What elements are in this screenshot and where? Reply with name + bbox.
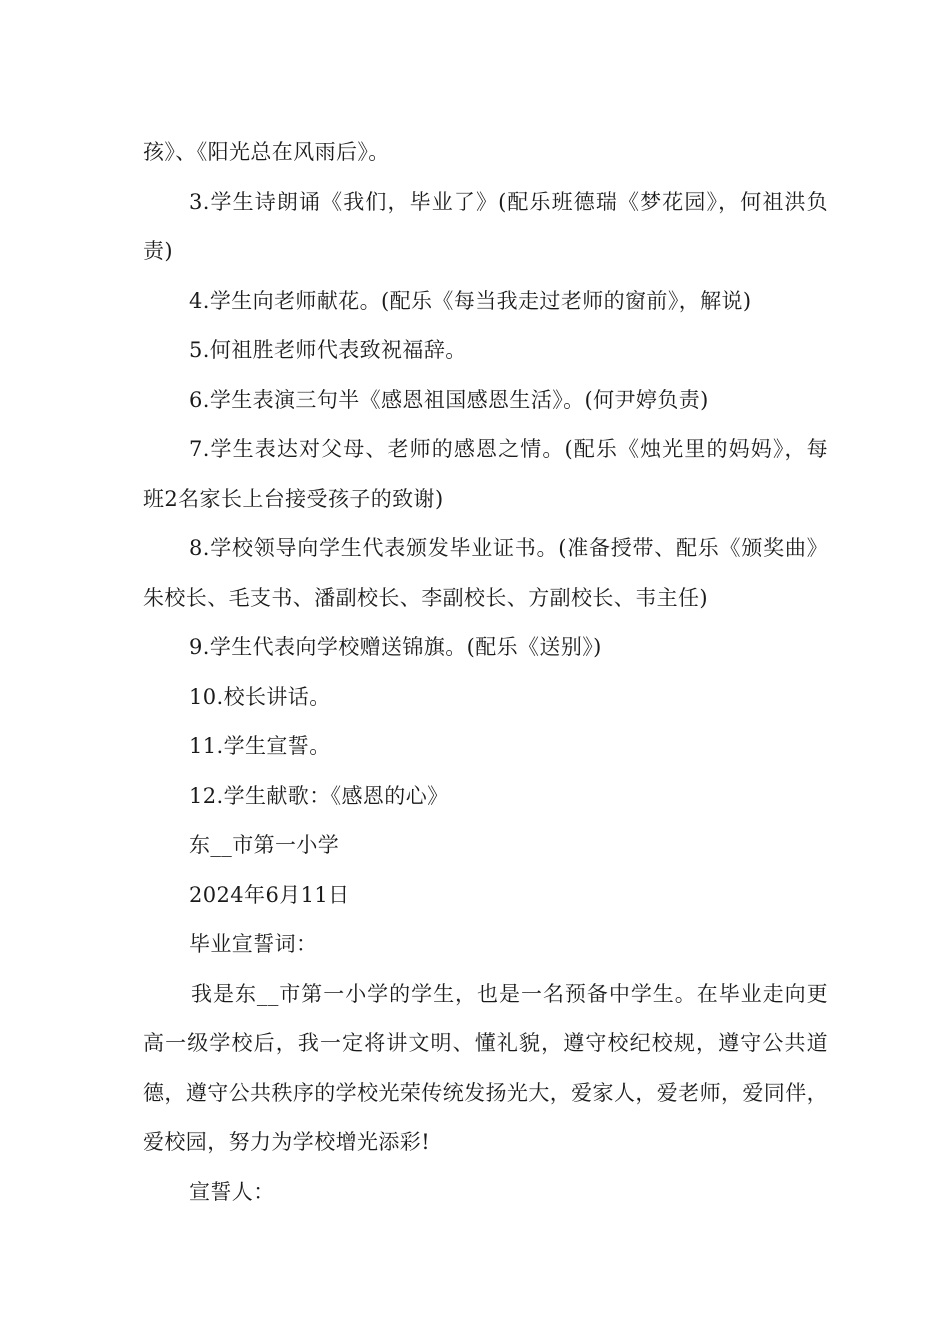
program-item-10: 10.校长讲话。 xyxy=(189,684,331,709)
document-body xyxy=(143,128,828,1217)
school-name: 东__市第一小学 xyxy=(189,833,340,857)
program-item-7: 7.学生表达对父母、老师的感恩之情。(配乐《烛光里的妈妈》，每班2名家长上台接受孩子的致谢) xyxy=(143,437,828,511)
program-item-3: 3.学生诗朗诵《我们，毕业了》(配乐班德瑞《梦花园》，何祖洪负责) xyxy=(143,189,828,263)
pledge-heading: 毕业宣誓词： xyxy=(189,932,318,956)
program-item-12: 12.学生献歌：《感恩的心》 xyxy=(189,783,449,808)
program-item-4: 4.学生向老师献花。(配乐《每当我走过老师的窗前》，解说) xyxy=(189,288,752,313)
pledge-text: 我是东__市第一小学的学生，也是一名预备中学生。在毕业走向更高一级学校后，我一定将讲文明、懂礼貌，遵守校纪校规，遵守公共道德，遵守公共秩序的学校光荣传统发扬光大，爱家人，爱老师，爱同伴，爱校园，努力为学校增光添彩! xyxy=(143,981,828,1154)
document-date: 2024年6月11日 xyxy=(189,882,350,907)
program-item-8: 8.学校领导向学生代表颁发毕业证书。(准备授带、配乐《颁奖曲》朱校长、毛支书、潘副校长、李副校长、方副校长、韦主任) xyxy=(143,536,828,610)
paragraph-continuation: 孩》、《阳光总在风雨后》。 xyxy=(143,140,390,164)
pledger-label: 宣誓人： xyxy=(189,1179,275,1204)
program-item-6: 6.学生表演三句半《感恩祖国感恩生活》。(何尹婷负责) xyxy=(189,387,709,412)
program-item-5: 5.何祖胜老师代表致祝福辞。 xyxy=(189,338,467,362)
program-item-11: 11.学生宣誓。 xyxy=(189,734,331,758)
program-item-9: 9.学生代表向学校赠送锦旗。(配乐《送别》) xyxy=(189,635,602,659)
